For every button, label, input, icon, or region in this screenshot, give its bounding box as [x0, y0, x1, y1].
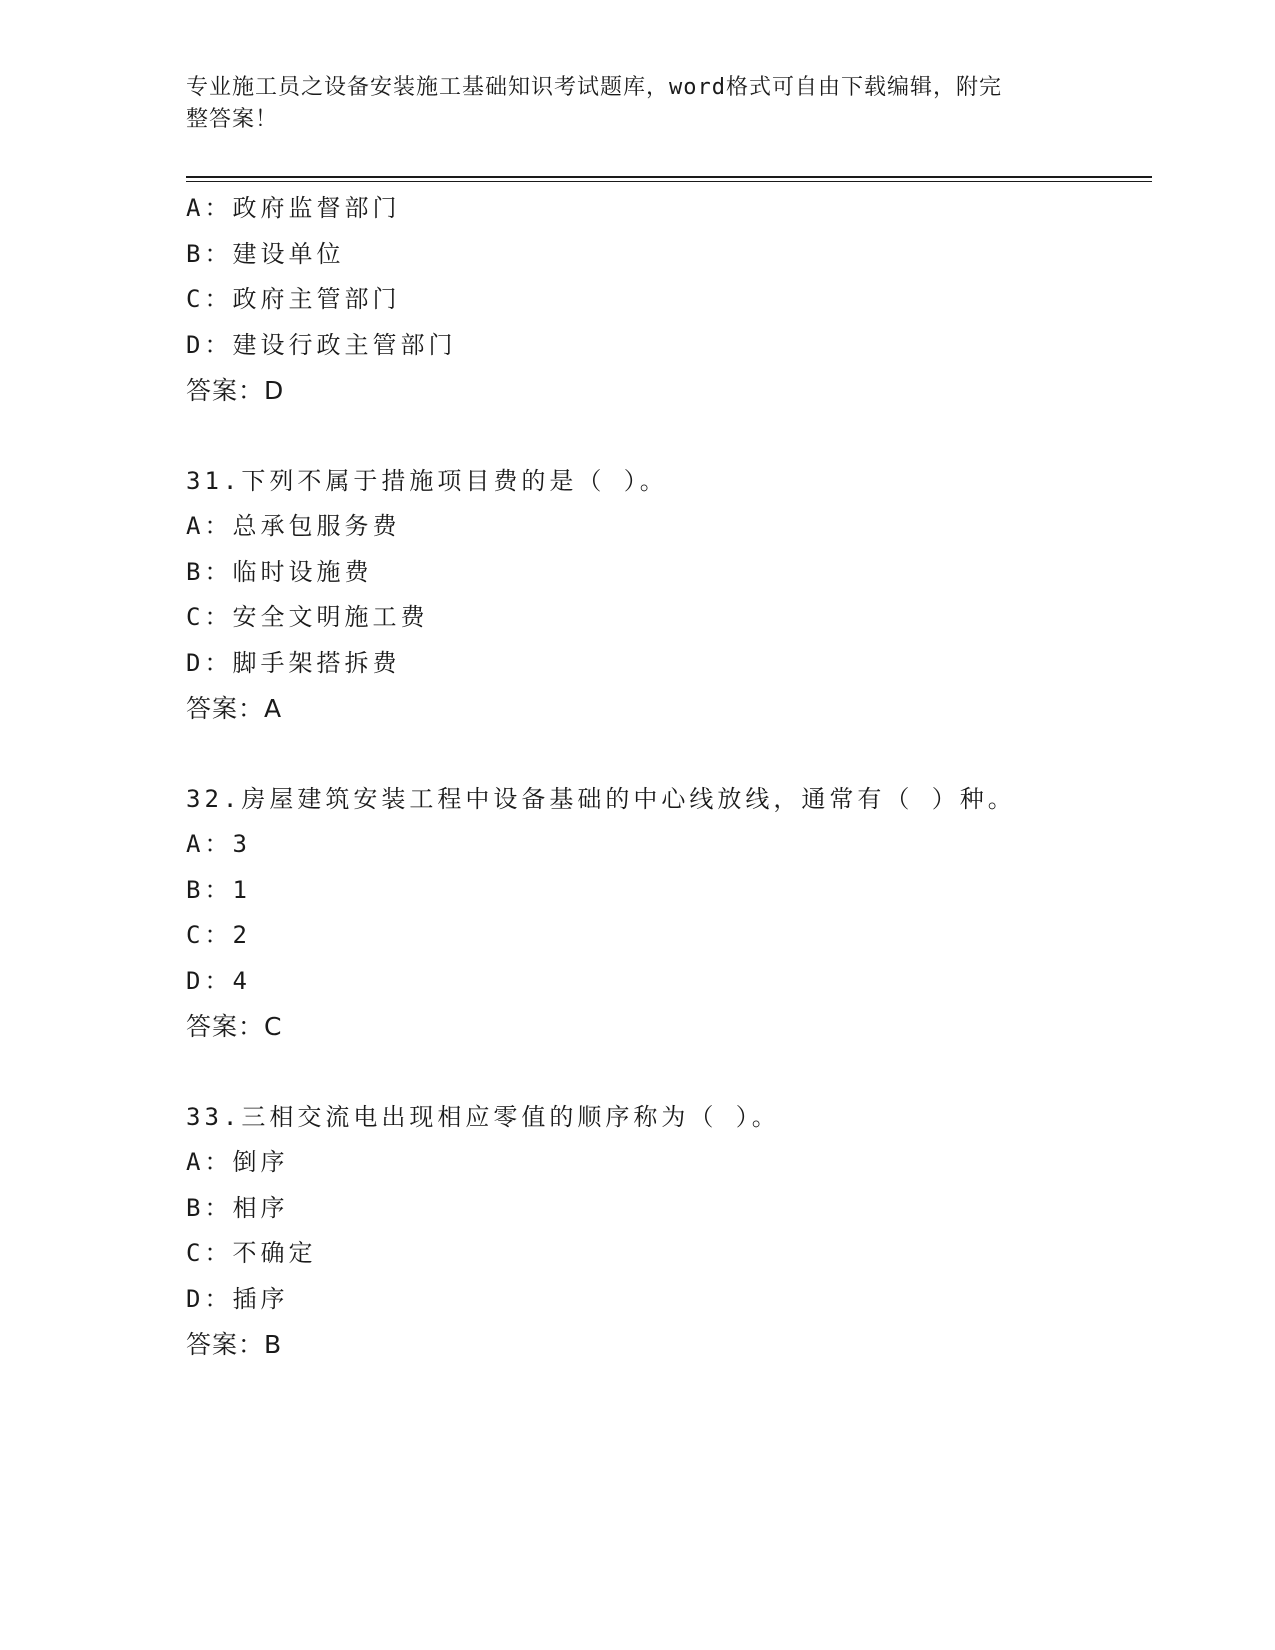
option-b: B：1 [186, 875, 251, 904]
option-c: C：不确定 [186, 1239, 317, 1267]
question-list [186, 186, 1146, 1368]
answer-line: 答案：C [186, 1012, 283, 1041]
option-b: B：相序 [186, 1193, 289, 1222]
option-d: D：脚手架搭拆费 [186, 648, 401, 677]
question-32 [186, 777, 1146, 1050]
question-stem: 33.三相交流电出现相应零值的顺序称为（ ）。 [186, 1102, 780, 1131]
answer-line: 答案：A [186, 694, 283, 723]
option-d: D：4 [186, 966, 251, 995]
question-stem: 32.房屋建筑安装工程中设备基础的中心线放线，通常有（ ）种。 [186, 784, 1016, 813]
option-c: C：2 [186, 921, 251, 949]
option-c: C：安全文明施工费 [186, 603, 429, 631]
document-header [186, 72, 1066, 136]
option-a: A：政府监督部门 [186, 194, 401, 222]
option-c: C：政府主管部门 [186, 285, 401, 313]
header-divider [186, 176, 1152, 182]
header-line-1: 专业施工员之设备安装施工基础知识考试题库，word格式可自由下载编辑，附完 [186, 75, 1002, 100]
answer-line: 答案：D [186, 376, 285, 405]
option-a: A：倒序 [186, 1148, 289, 1176]
question-33 [186, 1095, 1146, 1368]
option-d: D：插序 [186, 1284, 289, 1313]
option-b: B：建设单位 [186, 239, 345, 268]
option-a: A：总承包服务费 [186, 512, 401, 540]
option-a: A：3 [186, 830, 251, 858]
header-line-2: 整答案！ [186, 107, 279, 132]
question-31 [186, 459, 1146, 732]
question-30 [186, 186, 1146, 414]
answer-line: 答案：B [186, 1330, 283, 1359]
question-stem: 31.下列不属于措施项目费的是（ ）。 [186, 466, 668, 495]
option-b: B：临时设施费 [186, 557, 373, 586]
option-d: D：建设行政主管部门 [186, 330, 457, 359]
